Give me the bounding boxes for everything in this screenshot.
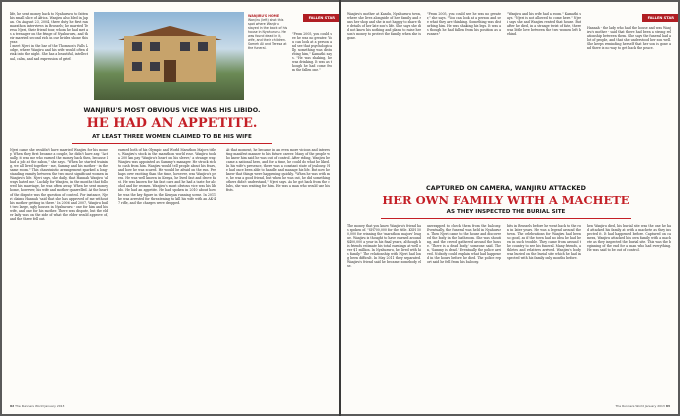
text-column [118, 148, 216, 396]
divider-rule [72, 143, 272, 144]
paragraph: "From 2005, you could see he was no greater," she says. "You can look at a person and see what they are thinking. Something was disturbing him. He was shaking his legs. It was as though he had fallen from his position as a runner." [427, 12, 501, 37]
section-tag: FALLEN STAR [303, 14, 339, 22]
paragraph: The money that you know Wanjiru's friend has spoken of. "SH700,000 for the title. KSH 500,000 for winning the 'marathon majors' league. Wanjiru is thought to have earned around $400,000 a year in his final years, although his friends estimate his total earnings at well over $1 million. In Nyahururu, he lived with his family." The relationship with Njeri had long been difficult. In May 2011 they separated. Wanjiru's friend said he became somebody else. [347, 224, 421, 269]
text-column [427, 12, 501, 180]
text-column [10, 148, 108, 396]
headline-line-2: HER OWN FAMILY WITH A MACHETE [382, 193, 630, 207]
paragraph: bits in Brussels before he went back to the run in later years. He was a legend around the town. The celebrations for Wanjiru had been so good, as if the town had no idea he had been in such trouble. They came from around the country to see his funeral. Many friends, athletes and relatives arrived. Wanjiru's body was buried on the burial site which he had inspected with his family only months before. [507, 224, 581, 261]
pull-quote-line-1: WANJIRU'S MOST OBVIOUS VICE WAS HIS LIBIDO. [83, 106, 261, 114]
text-column [347, 224, 421, 396]
window-shape [198, 42, 208, 51]
pull-quote-line-3: AT LEAST THREE WOMEN CLAIMED TO BE HIS WIFE [92, 134, 252, 140]
text-column [347, 12, 421, 180]
window-shape [132, 42, 142, 51]
paragraph: Njeri came she wouldn't have married Wanjiru for his money. When they first became a couple, he didn't have any. "Actually, it was me who earned the money back then, because I had a job at the sabon," she says. "When he started training, we all lived together - me, Sammy and his mother - in the same room." This chauvinistic arrangement sparked a long-standing enmity between the two most significant women in Wanjiru's life. Njeri says, she daily, that Hannah Wanjiru 'always hated me.' Luckily for Wanjiru, in the months that followed his marriage, he was often away. When he sent money home, however, his wife and mother quarrelled. At the heart of the dispute was the question of control. For instance, Njeri claims Hannah 'said that she has approved of me without his mother getting in there.' In 2006 and 2007, Wanjiru built two large, ugly houses in Nyahururu - one for him and his wife, and one for his mother. There was dispute, but the elder lady was on the side of what the elder would approve of, and the three fell out. [10, 148, 108, 221]
paragraph: I meet Njeri in the bar of the Thomson's Falls Lodge, where Wanjiru and his wife would often drink into the night. She has a beautiful, intellectual, calm, and sad expression of grief. [10, 44, 88, 61]
caption-title: WANJIRU'S HOME [248, 14, 280, 18]
headline-line-3: AS THEY INSPECTED THE BURIAL SITE [446, 209, 566, 215]
paragraph: unwrapped to check them from the balcony. Eventually, the funeral was held in Nyahururu. Then Njeri came to the house and discovered the body in the bathroom. She was shouting, and the crowd gathered around the house. 'There is a dead body,' someone said. Then, 'Sammy is dead.' Eventually the police arrived. Nobody could explain what had happened in the hours before he died. The police report said he fell from his balcony. [427, 224, 501, 265]
divider-rule [381, 218, 631, 219]
footer-text: The Runners World January 2013 [615, 404, 665, 408]
paragraph: At that moment, he became in an even more vicious and interesting manifest manner to his future career. Many of the people who knew him said he was out of control. After riding, Wanjiru became a national hero, and for a time, he could do what he liked. In his wife's presence, there was a constant state of jealousy. He had once been able to handle and manage his life. But now he knew that things were happening quickly. "When he was with me, he was a good friend, but when he was out, he did something others didn't understand," Njeri says. As he got back from the clubs, she was waiting for him. He was a man who would use his fists. [226, 148, 330, 193]
right-page [341, 2, 678, 414]
paragraph: Wanjiru's mother at Kandu, Nyahururu town, where she lives alongside of her family and runs her shop and she is not happy to share the details of her late son's life. She says she did not know his nothing and plans to raise her son's money to protect the family when she is gone. [347, 12, 421, 41]
page-footer [616, 404, 670, 408]
window-shape [180, 42, 190, 51]
text-column [292, 32, 332, 102]
text-column [587, 26, 671, 180]
paragraph: Hannah - the lady who had the house and was Wanjiru's mother - said that there had been a strong relationship between them. She says the funeral had a lot of people, and that she understood her son well. She keeps reminding herself that her son is gone and there is no way to get back the peace. [587, 26, 671, 51]
house-photo [94, 12, 244, 100]
text-column [507, 12, 581, 180]
pull-quote-line-2: HE HAD AN APPETITE. [86, 116, 258, 131]
paragraph: hen Wanjiru died, his burial site was the one he had attacked his family at with a machete as they inspected it. It had happened before. Captured on camera, Wanjiru attacked his own family with a machete as they inspected the burial site. This was the beginning of the end for a man who had everything. He was said to be out of control. [587, 224, 671, 253]
text-column [507, 224, 581, 396]
footer-text: The Runners World January 2013 [15, 404, 65, 408]
page-number: 83 [665, 404, 670, 408]
window-shape [150, 62, 160, 71]
paragraph: "Wanjiru and his wife had a room." Kamathi says. "Njeri is not allowed to come here." Njeri says she and Wanjiru rented that house. But after he died, in a strange twist of fate, there was little love between the two women left behind. [507, 12, 581, 37]
page-footer [10, 404, 64, 408]
paragraph: earned both of his Olympic and World Marathon Majors titles, Wanjiru's stock in the marathon world rose. Wanjiru took a 200 km pay 'Wanjiru's heart on his sleeve,' a strange way. Wanjiru was appointed as Sammy's manager. He struck rich to cash from him. Wanjiru would tell people about his fears, and how he was scared. He would be afraid on the run. Perhaps over exciting than the time, however, was Wanjiru's press. He was well known in Kenya, he lived fast and drove fast. He was known for his fast cars and he had a taste for alcohol and for women. Wanjiru's most obvious vice was his libido. He had an appetite. He had spoken in 2010 about how he was the key figure in the Kenyan running scene. In 2011 he was arrested for threatening to kill his wife with an AK-47 rifle, and the charges were dropped. [118, 148, 216, 205]
section-tag: FALLEN STAR [642, 14, 678, 22]
text-column [10, 12, 88, 102]
photo-caption [248, 14, 288, 50]
text-column [587, 224, 671, 396]
window-shape [132, 62, 142, 71]
paragraph: "From 2005, you could see he was no greater. You can look at a person and see that psychologically, something was disturbing him," Kamathi says. "He was shaking, he was drinking. It was as though he had come from the fallen one." [292, 32, 332, 73]
paragraph: life, he sent money back to Nyahururu to fatten his small slice of Africa. Wanjiru also bled in Japan. On August 23, 2004, there duty he first ran marathon interviews in Brussels; he married Teresa Njeri, their friend tour, whom he had met as a teenager on the fringe of Nyahururu, and their married second rich in our brides shone this year. [10, 12, 88, 45]
left-page [2, 2, 339, 414]
text-column [226, 148, 330, 396]
window-shape [150, 42, 160, 51]
page-number: 82 [10, 404, 15, 408]
caption-text: Wanjiru (left) shot this spot where Wanjiru stayed in the back of his house in Nyahururu. He was found dead in it, wife, and their children. Sameh Ali and Teresa at the funeral. [248, 18, 288, 50]
text-column [427, 224, 501, 396]
door-shape [164, 60, 176, 82]
headline-line-1: CAPTURED ON CAMERA, WANJIRU ATTACKED [426, 184, 586, 192]
